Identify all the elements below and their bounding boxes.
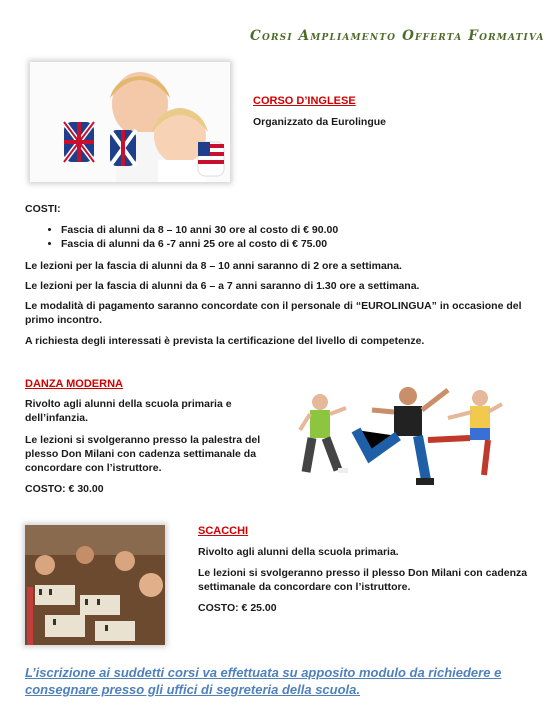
scacchi-paragraph-1: Rivolto agli alunni della scuola primaria. (198, 546, 399, 558)
inglese-heading: CORSO D’INGLESE (253, 95, 356, 107)
photo-illustration (30, 62, 230, 182)
dancers-illustration (298, 380, 503, 495)
scacchi-heading: SCACCHI (198, 525, 249, 537)
danza-paragraph-1: Rivolto agli alunni della scuola primaria e dell’infanzia. (25, 398, 232, 424)
page-title: Corsi Ampliamento Offerta Formativa (250, 28, 545, 44)
enrollment-note: L’iscrizione ai suddetti corsi va effettuata su apposito modulo da richiedere e consegnare presso gli uffici di segreteria della scuola. (25, 665, 502, 697)
cost-item: • Fascia di alunni da 8 – 10 anni 30 ore al costo di € 90.00 (61, 223, 555, 237)
danza-paragraph-2: Le lezioni si svolgeranno presso la palestra del plesso Don Milani con cadenza settimanale da concordare con l’istruttore. (25, 434, 261, 474)
scacchi-cost: COSTO: € 25.00 (198, 602, 277, 614)
danza-heading: DANZA MODERNA (25, 378, 123, 390)
scacchi-paragraph-2: Le lezioni si svolgeranno presso il plesso Don Milani con cadenza settimanale da concordare con l’istruttore. (198, 567, 528, 593)
inglese-paragraph-2: Le lezioni per la fascia di alunni da 6 – a 7 anni saranno di 1.30 ore a settimana. (25, 280, 420, 292)
inglese-paragraph-1: Le lezioni per la fascia di alunni da 8 – 10 anni saranno di 2 ore a settimana. (25, 260, 402, 272)
inglese-organizer: Organizzato da Eurolingue (253, 116, 387, 128)
children-flag-hands-photo (30, 62, 230, 182)
inglese-paragraph-3: Le modalità di pagamento saranno concordate con il personale di “EUROLINGUA” in occasione del primo incontro. (25, 300, 522, 326)
costs-label: COSTI: (25, 203, 61, 215)
danza-cost: COSTO: € 30.00 (25, 483, 104, 495)
cost-item: • Fascia di alunni da 6 -7 anni 25 ore al costo di € 75.00 (61, 237, 555, 251)
inglese-paragraph-4: A richiesta degli interessati è prevista la certificazione del livello di competenze. (25, 335, 425, 347)
chess-photo (25, 525, 165, 645)
dancers-photo (298, 380, 503, 495)
chess-illustration (25, 525, 165, 645)
costs-list (25, 223, 555, 251)
